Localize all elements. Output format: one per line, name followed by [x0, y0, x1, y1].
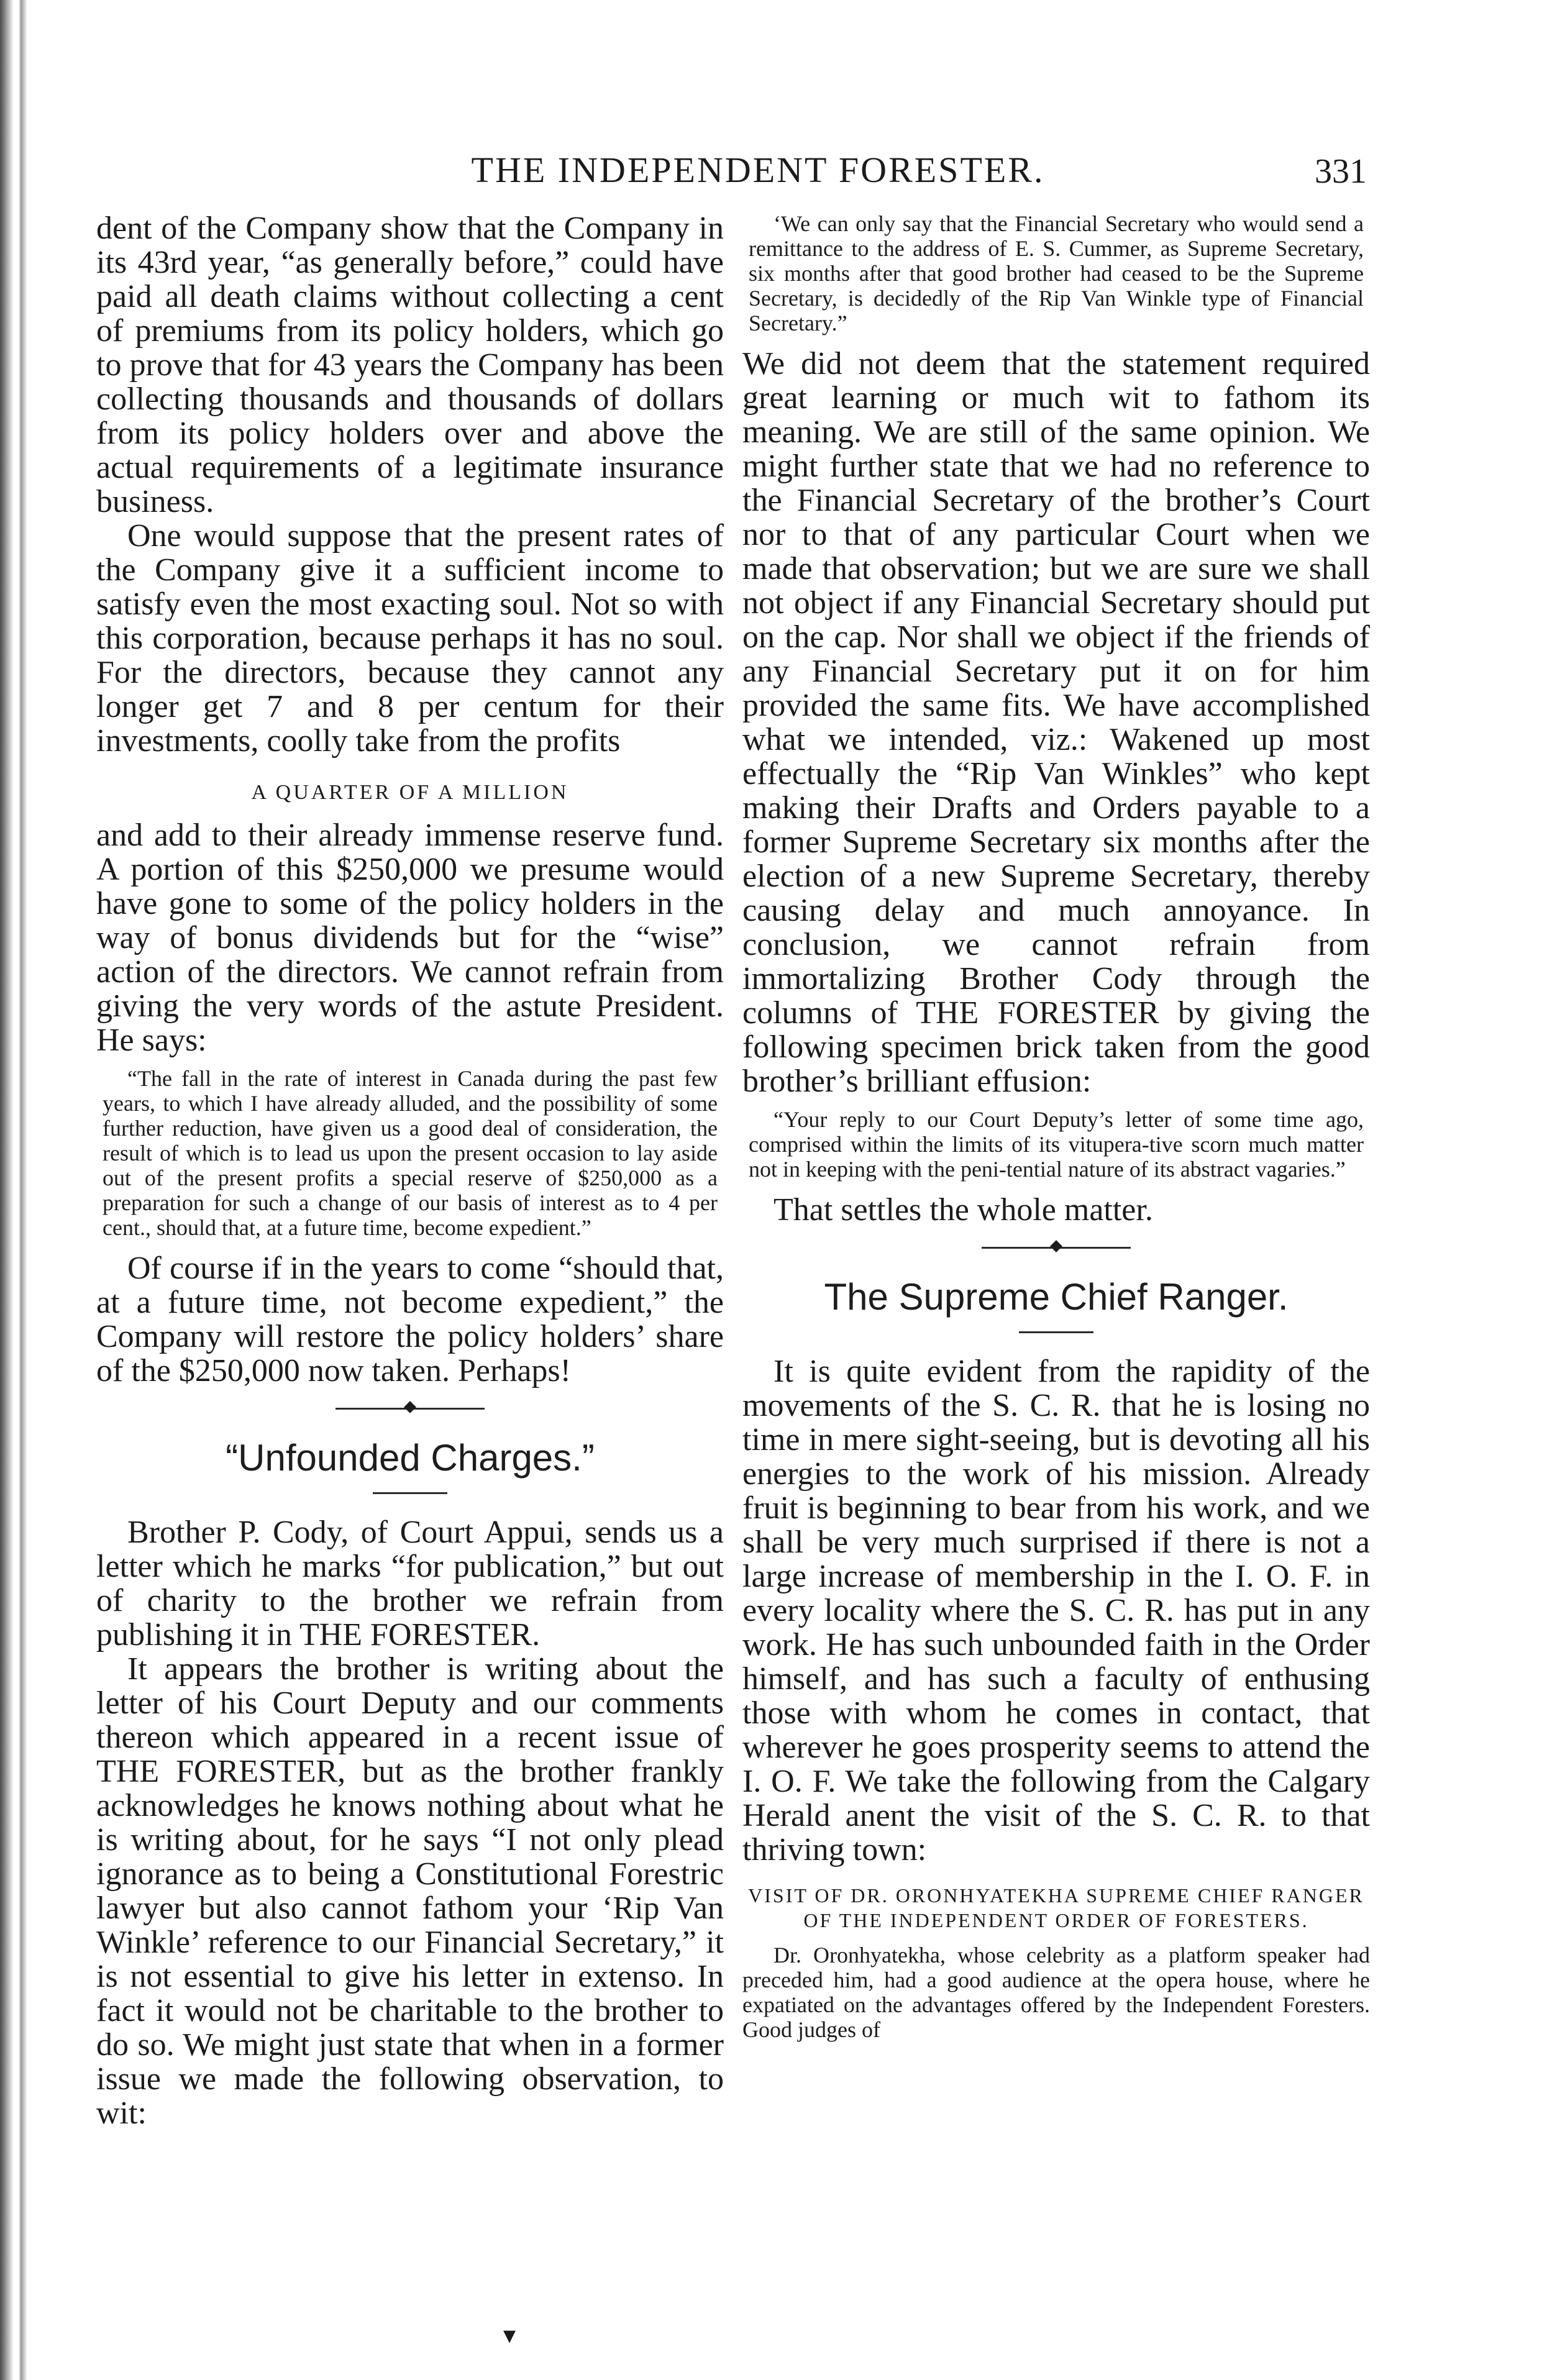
report-heading: VISIT OF DR. ORONHYATEKHA SUPREME CHIEF RANGER OF THE INDEPENDENT ORDER OF FORESTERS.	[748, 1884, 1364, 1931]
printer-mark: ▾	[503, 2321, 516, 2349]
ornamental-divider	[96, 1399, 724, 1418]
paragraph: Dr. Oronhyatekha, whose celebrity as a platform speaker had preceded him, had a good audience at the opera house, where he expatiated on the advantages offered by the Independent Foresters. Good judges of	[742, 1943, 1370, 2042]
paragraph: dent of the Company show that the Company in its 43rd year, “as generally before,” could have paid all death claims without collecting a cent of premiums from its policy holders, which go to prove that for 43 years the Company has been collecting thousands and thousands of dollars from its policy holders over and above the actual requirements of a legitimate insurance business.	[96, 211, 724, 519]
page-number: 331	[1315, 152, 1367, 191]
paragraph: It is quite evident from the rapidity of the movements of the S. C. R. that he is losing no time in mere sight-seeing, but is devoting all his energies to the work of his mission. Already fruit is beginning to bear from his work, and we shall be very much surprised if there is not a large increase of membership in the I. O. F. in every locality where the S. C. R. has put in any work. He has such unbounded faith in the Order himself, and has such a faculty of enthusing those with whom he comes in contact, that wherever he goes prosperity seems to attend the I. O. F. We take the following from the Calgary Herald anent the visit of the S. C. R. to that thriving town:	[742, 1354, 1370, 1867]
paragraph: and add to their already immense reserve fund. A portion of this $250,000 we presume would have gone to some of the policy holders in the way of bonus dividends but for the “wise” action of the directors. We cannot refrain from giving the very words of the astute President. He says:	[96, 818, 724, 1058]
paragraph: Brother P. Cody, of Court Appui, sends us a letter which he marks “for publication,” but out of charity to the brother we refrain from publishing it in THE FORESTER.	[96, 1515, 724, 1653]
block-quote	[742, 1107, 1370, 1182]
page-header	[99, 149, 1367, 199]
diamond-ornament-icon	[404, 1401, 416, 1413]
paragraph: We did not deem that the statement required great learning or much wit to fathom its meaning. We are still of the same opinion. We might further state that we had no reference to the Financial Secretary of the brother’s Court nor to that of any particular Court when we made that observation; but we are sure we shall not object if any Financial Secretary should put on the cap. Nor shall we object if the friends of any Financial Secretary put it on for him provided the same fits. We have accomplished what we intended, viz.: Wakened up most effectually the “Rip Van Winkles” who kept making their Drafts and Orders payable to a former Supreme Secretary six months after the election of a new Supreme Secretary, thereby causing delay and much annoyance. In conclusion, we cannot refrain from immortalizing Brother Cody through the columns of THE FORESTER by giving the following specimen brick taken from the good brother’s brilliant effusion:	[742, 346, 1370, 1099]
paragraph: That settles the whole matter.	[774, 1192, 1153, 1228]
paragraph: One would suppose that the present rates of the Company give it a sufficient income to satisfy even the most exacting soul. Not so with this corporation, because perhaps it has no soul. For the directors, because they cannot any longer get 7 and 8 per centum for their investments, coolly take from the profits	[96, 518, 724, 759]
quote-text: ‘We can only say that the Financial Secretary who would send a remittance to the address of E. S. Cummer, as Supreme Secretary, six months after that good brother had ceased to be the Supreme Secretary, is decidedly of the Rip Van Winkle type of Financial Secretary.”	[749, 211, 1364, 335]
block-quote	[742, 211, 1370, 335]
ornamental-divider	[742, 1238, 1370, 1257]
paragraph: Of course if in the years to come “should that, at a future time, not become expedient,” the Company will restore the policy holders’ share of the $250,000 now taken. Perhaps!	[96, 1251, 724, 1388]
diamond-ornament-icon	[1050, 1240, 1062, 1252]
left-column	[96, 211, 724, 2130]
page-binding-edge	[0, 0, 37, 2380]
section-subhead: A QUARTER OF A MILLION	[251, 781, 569, 804]
title-rule	[1019, 1331, 1093, 1333]
title-rule	[373, 1492, 447, 1494]
article-title: “Unfounded Charges.”	[226, 1437, 595, 1479]
quote-text: “Your reply to our Court Deputy’s letter of some time ago, comprised within the limits of its vitupera-tive scorn much matter not in keeping with the peni-tential nature of its abstract vagaries.”	[749, 1107, 1364, 1182]
paragraph: It appears the brother is writing about the letter of his Court Deputy and our comments thereon which appeared in a recent issue of THE FORESTER, but as the brother frankly acknowledges he knows nothing about what he is writing about, for he says “I not only plead ignorance as to being a Constitutional Forestric lawyer but also cannot fathom your ‘Rip Van Winkle’ reference to our Financial Secretary,” it is not essential to give his letter in extenso. In fact it would not be charitable to the brother to do so. We might just state that when in a former issue we made the following observation, to wit:	[96, 1651, 724, 2131]
quote-text: “The fall in the rate of interest in Canada during the past few years, to which I have already alluded, and the possibility of some further reduction, have given us a good deal of consideration, the result of which is to lead us upon the present occasion to lay aside out of the present profits a special reserve of $250,000 as a preparation for such a change of our basis of interest as to 4 per cent., should that, at a future time, become expedient.”	[103, 1066, 718, 1240]
running-head: THE INDEPENDENT FORESTER.	[471, 150, 1045, 190]
article-title: The Supreme Chief Ranger.	[824, 1276, 1289, 1318]
block-quote	[96, 1066, 724, 1240]
right-column	[742, 211, 1370, 2042]
